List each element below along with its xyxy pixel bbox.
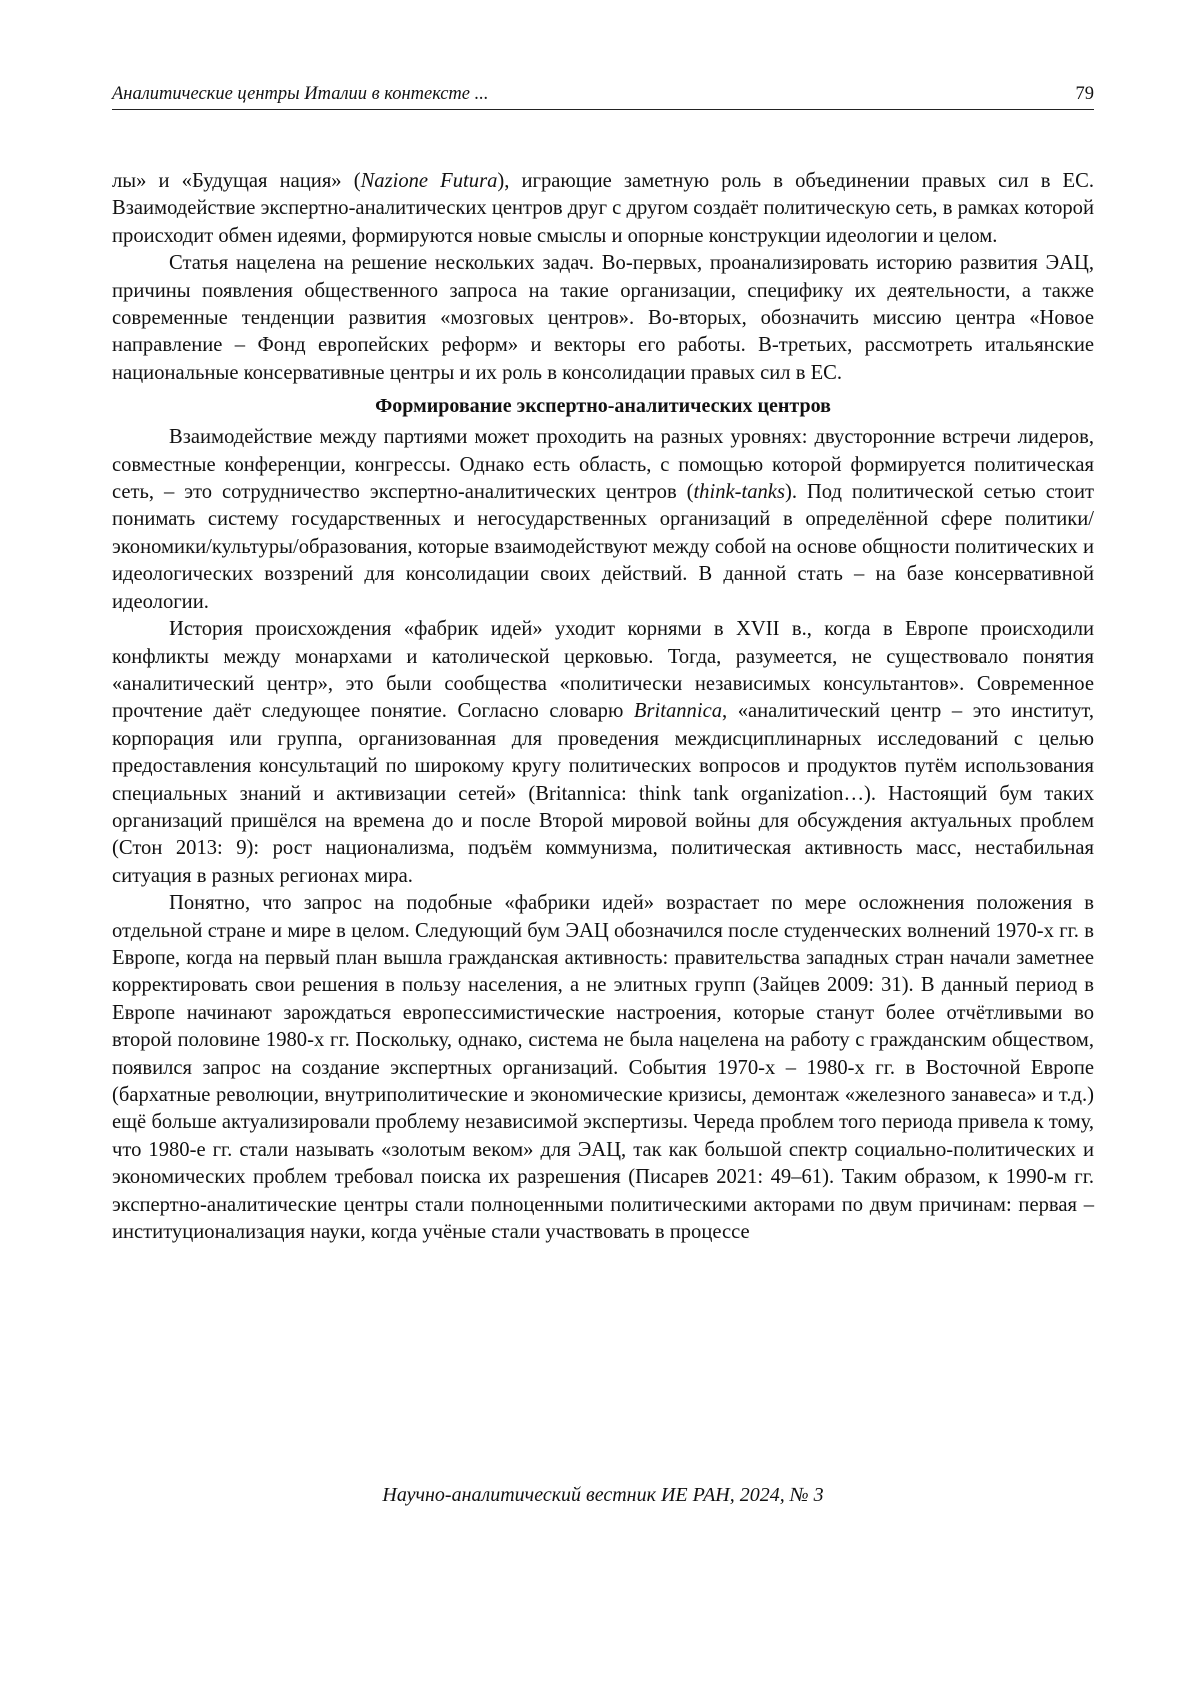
page-number: 79 — [1075, 84, 1094, 104]
text-segment: лы» и «Будущая нация» ( — [112, 170, 361, 192]
text-segment: , «аналитический центр – это институт, корпорация или группа, организованная для проведения междисциплинарных исследований с целью предоставления консультаций по широкому кругу политических вопросов и продуктов путём использования специальных знаний и активизации сетей» (Britannica: think tank organization…). Настоящий бум таких организаций пришёлся на времена до и после Второй мировой войны для обсуждения актуальных проблем (Стон 2013: 9): рост национализма, подъём коммунизма, политическая активность масс, нестабильная ситуация в разных регионах мира. — [112, 700, 1095, 887]
text-segment: Понятно, что запрос на подобные «фабрики идей» возрастает по мере осложнения положения в отдельной стране и мире в целом. Следующий бум ЭАЦ обозначился после студенческих волнений 1970-х гг. в Европе, когда на первый план вышла гражданская активность: правительства западных стран начали заметнее корректировать свои решения в пользу населения, а не элитных групп (Зайцев 2009: 31). В данный период в Европе начинают зарождаться европессимистические настроения, которые станут более отчётливыми во второй половине 1980-х гг. Поскольку, однако, система не была нацелена на работу с гражданским обществом, появился запрос на создание экспертных организаций. События 1970-х – 1980-х гг. в Восточной Европе (бархатные революции, внутриполитические и экономические кризисы, демонтаж «железного занавеса» и т.д.) ещё больше актуализировали проблему независимой экспертизы. Череда проблем того периода привела к тому, что 1980-е гг. стали называть «золотым веком» для ЭАЦ, так как большой спектр социально-политических и экономических проблем требовал поиска их разрешения (Писарев 2021: 49–61). Таким образом, к 1990-м гг. экспертно-аналитические центры стали полноценными политическими акторами по двум причинам: первая – институционализация науки, когда учёные стали участвовать в процессе — [112, 892, 1094, 1244]
text-segment: Статья нацелена на решение нескольких задач. Во-первых, проанализировать историю развития ЭАЦ, причины появления общественного запроса на такие организации, специфику их деятельности, а также современные тенденции развития «мозговых центров». Во-вторых, обозначить миссию центра «Новое направление – Фонд европейских реформ» и векторы его работы. В-третьих, рассмотреть итальянские национальные консервативные центры и их роль в консолидации правых сил в ЕС. — [112, 252, 1094, 384]
running-title: Аналитические центры Италии в контексте ... — [112, 84, 489, 104]
journal-footer: Научно-аналитический вестник ИЕ РАН, 2024, № 3 — [382, 1484, 824, 1506]
text-segment: История происхождения «фабрик идей» уходит корнями в XVII в., когда в Европе происходили конфликты между монархами и католической церковью. Тогда, разумеется, не существовало понятия «аналитический центр», это были сообщества «политически независимых консультантов». Современное прочтение даёт следующее понятие. Согласно словарю — [112, 618, 1094, 723]
article-body — [112, 168, 1094, 1246]
running-header — [112, 84, 1094, 110]
paragraph — [112, 616, 1094, 890]
paragraph — [112, 250, 1094, 387]
italic-text: think-tanks — [693, 481, 785, 504]
section-paragraphs — [112, 424, 1094, 1246]
italic-text: Nazione Futura — [360, 170, 498, 192]
section-heading: Формирование экспертно-аналитических центров — [375, 395, 831, 418]
text-segment: ). Под политической сетью стоит понимать систему государственных и негосударственных организаций в определённой сфере политики/экономики/культуры/образования, которые взаимодействуют между собой на основе общности политических и идеологических воззрений для консолидации своих действий. В данной стать – на базе консервативной идеологии. — [112, 481, 1094, 613]
paragraph — [112, 424, 1094, 616]
paragraph — [112, 890, 1094, 1246]
italic-text: Britannica — [633, 700, 723, 723]
paragraph — [112, 168, 1094, 250]
intro-paragraphs — [112, 168, 1094, 387]
text-segment: ), играющие заметную роль в объединении правых сил в ЕС. Взаимодействие экспертно-аналитических центров друг с другом создаёт политическую сеть, в рамках которой происходит обмен идеями, формируются новые смыслы и опорные конструкции идеологии и целом. — [112, 170, 1094, 247]
text-segment: Взаимодействие между партиями может проходить на разных уровнях: двусторонние встречи лидеров, совместные конференции, конгрессы. Однако есть область, с помощью которой формируется политическая сеть, – это сотрудничество экспертно-аналитических центров ( — [112, 426, 1094, 504]
